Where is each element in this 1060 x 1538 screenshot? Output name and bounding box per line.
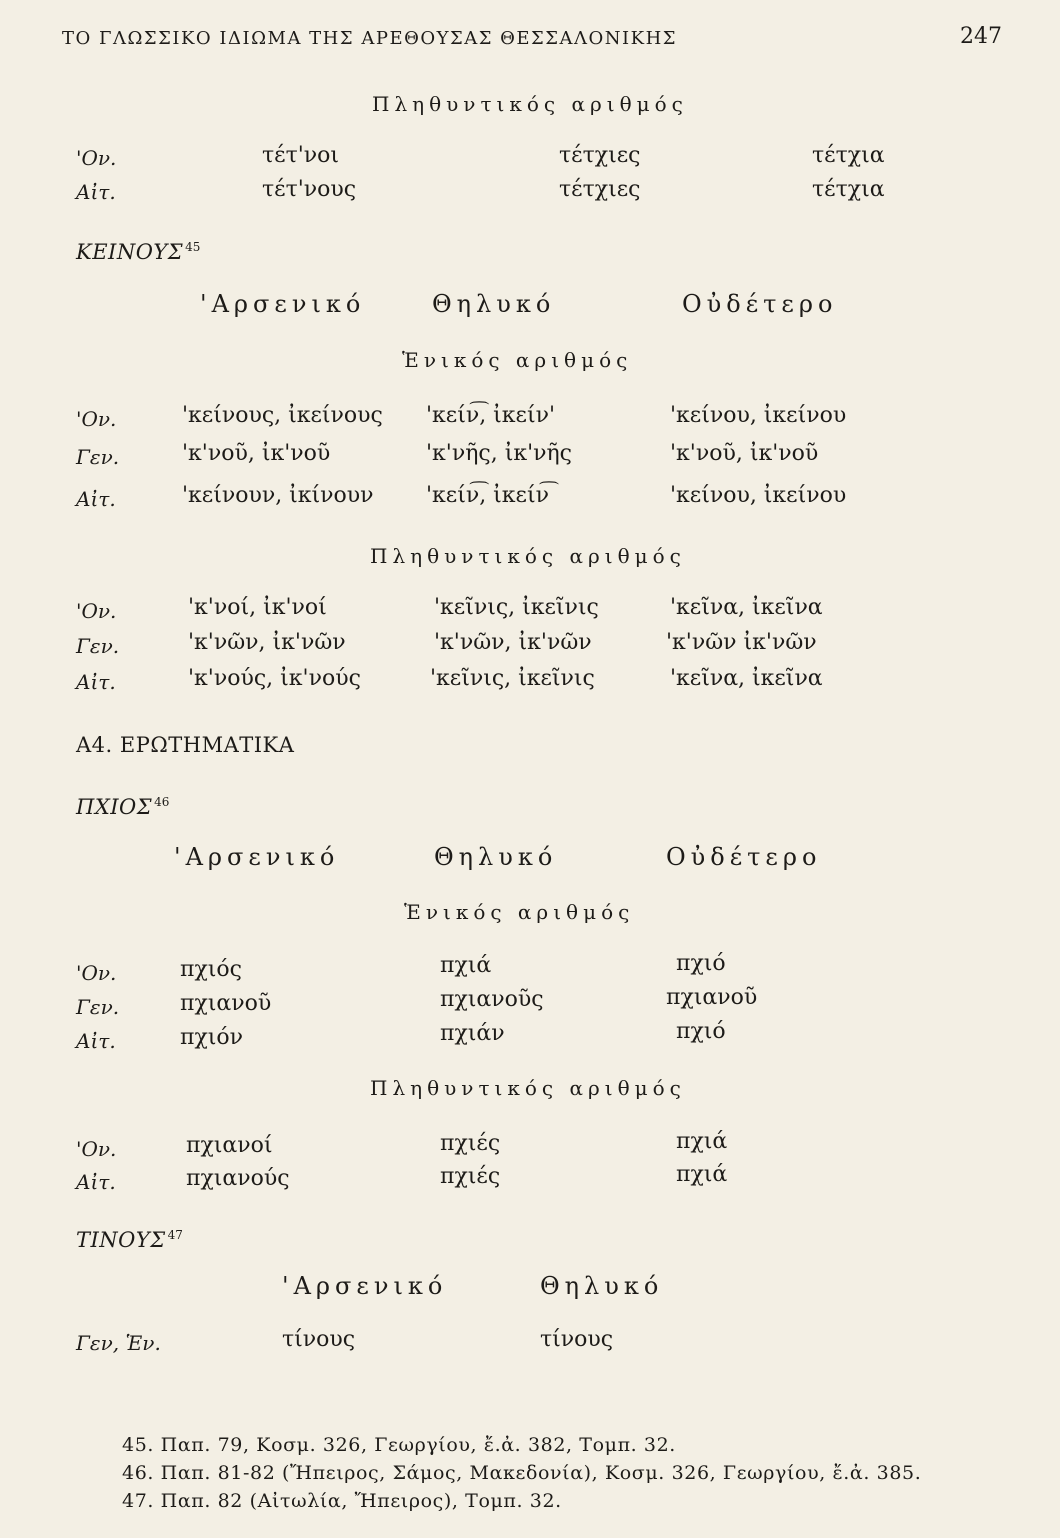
case-label: Γεν. — [76, 634, 120, 658]
form-neut: πχιά — [676, 1129, 728, 1154]
gender-heading-masc: 'Αρσενικό — [200, 290, 366, 318]
plural-heading: Πληθυντικός αριθμός — [372, 92, 688, 116]
form-neut: τέτχια — [812, 177, 885, 202]
form-neut: πχιά — [676, 1162, 728, 1187]
form-neut: 'κ'νοῦ, ἰκ'νοῦ — [670, 441, 819, 466]
form-masc: τίνους — [282, 1327, 356, 1352]
case-label: 'Ον. — [76, 599, 117, 623]
form-neut: τέτχια — [812, 143, 885, 168]
form-neut: 'κείνου, ἰκείνου — [670, 483, 847, 508]
form-fem: 'κεῖνις, ἰκεῖνις — [430, 666, 595, 691]
form-fem: πχιές — [440, 1131, 501, 1156]
case-label: 'Ον. — [76, 961, 117, 985]
form-fem: 'κείν͡, ἰκείν' — [426, 403, 556, 428]
section-heading: Α4. ΕΡΩΤΗΜΑΤΙΚΑ — [76, 733, 295, 757]
case-label: Αἰτ. — [76, 487, 116, 511]
gender-heading-fem: Θηλυκό — [432, 290, 556, 318]
form-masc: πχιόν — [180, 1025, 244, 1050]
gender-heading-neut: Οὐδέτερο — [682, 290, 838, 318]
case-label: Γεν. — [76, 445, 120, 469]
form-fem: πχιά — [440, 953, 492, 978]
form-neut: 'κείνου, ἰκείνου — [670, 403, 847, 428]
form-fem: πχιάν — [440, 1021, 505, 1046]
form-fem: 'κεῖνις, ἰκεῖνις — [434, 595, 599, 620]
form-neut: 'κεῖνα, ἰκεῖνα — [670, 595, 823, 620]
footnote-ref: 47 — [167, 1228, 183, 1242]
running-head: ΤΟ ΓΛΩΣΣΙΚΟ ΙΔΙΩΜΑ ΤΗΣ ΑΡΕΘΟΥΣΑΣ ΘΕΣΣΑΛΟΝΙΚΗΣ — [62, 28, 677, 49]
pronoun-title-pchios: ΠΧΙΟΣ $^{46}$ — [76, 795, 170, 819]
form-masc: πχιανούς — [186, 1166, 290, 1191]
case-label: Αἰτ. — [76, 180, 116, 204]
form-masc: τέτ'νους — [262, 177, 357, 202]
form-masc: 'κ'νοί, ἰκ'νοί — [188, 595, 327, 620]
singular-heading: Ἑνικός αριθμός — [402, 348, 633, 372]
plural-heading: Πληθυντικός αριθμός — [370, 544, 686, 568]
gender-heading-neut: Οὐδέτερο — [666, 843, 822, 871]
form-masc: 'κ'νοῦ, ἰκ'νοῦ — [182, 441, 331, 466]
singular-heading: Ἑνικός αριθμός — [404, 900, 635, 924]
form-masc: 'κ'νούς, ἰκ'νούς — [188, 666, 361, 691]
form-fem: τέτχιες — [559, 143, 641, 168]
case-label: Αἰτ. — [76, 1170, 116, 1194]
form-neut: 'κ'νῶν ἰκ'νῶν — [666, 630, 817, 655]
case-label: Αἰτ. — [76, 1029, 116, 1053]
form-fem: τίνους — [540, 1327, 614, 1352]
footnote-ref: 45 — [185, 240, 201, 254]
form-masc: πχιός — [180, 957, 242, 982]
case-label: 'Ον. — [76, 407, 117, 431]
case-label: Αἰτ. — [76, 670, 116, 694]
form-fem: 'κείν͡, ἰκείν͡ — [426, 483, 549, 508]
form-fem: 'κ'νῆς, ἰκ'νῆς — [426, 441, 573, 466]
form-neut: πχιανοῦ — [666, 985, 758, 1010]
footnote: 47. Παπ. 82 (Αἰτωλία, Ἤπειρος), Τομπ. 32. — [122, 1490, 562, 1512]
plural-heading: Πληθυντικός αριθμός — [370, 1076, 686, 1100]
form-neut: 'κεῖνα, ἰκεῖνα — [670, 666, 823, 691]
gender-heading-masc: 'Αρσενικό — [174, 843, 340, 871]
form-neut: πχιό — [676, 951, 726, 976]
page-number: 247 — [960, 24, 1002, 49]
footnote-ref: 46 — [154, 795, 170, 809]
case-label: Γεν, Ἑν. — [76, 1331, 161, 1355]
form-fem: 'κ'νῶν, ἰκ'νῶν — [434, 630, 592, 655]
pronoun-title-tinous: ΤΙΝΟΥΣ $^{47}$ — [76, 1228, 183, 1252]
form-fem: πχιανοῦς — [440, 987, 544, 1012]
case-label: 'Ον. — [76, 146, 117, 170]
form-masc: 'κ'νῶν, ἰκ'νῶν — [188, 630, 346, 655]
form-masc: πχιανοῦ — [180, 991, 272, 1016]
form-masc: πχιανοί — [186, 1133, 273, 1158]
form-neut: πχιό — [676, 1019, 726, 1044]
pronoun-title-keinous: ΚΕΙΝΟΥΣ $^{45}$ — [76, 240, 201, 264]
form-fem: τέτχιες — [559, 177, 641, 202]
case-label: 'Ον. — [76, 1137, 117, 1161]
gender-heading-fem: Θηλυκό — [434, 843, 558, 871]
gender-heading-masc: 'Αρσενικό — [282, 1272, 448, 1300]
form-masc: 'κείνουν, ἰκίνουν — [182, 483, 374, 508]
form-masc: 'κείνους, ἰκείνους — [182, 403, 383, 428]
footnote: 45. Παπ. 79, Κοσμ. 326, Γεωργίου, ἔ.ἀ. 382, Τομπ. 32. — [122, 1434, 676, 1456]
form-fem: πχιές — [440, 1164, 501, 1189]
case-label: Γεν. — [76, 995, 120, 1019]
footnote: 46. Παπ. 81-82 (Ἤπειρος, Σάμος, Μακεδονία), Κοσμ. 326, Γεωργίου, ἔ.ἀ. 385. — [122, 1462, 922, 1484]
gender-heading-fem: Θηλυκό — [540, 1272, 664, 1300]
form-masc: τέτ'νοι — [262, 143, 340, 168]
